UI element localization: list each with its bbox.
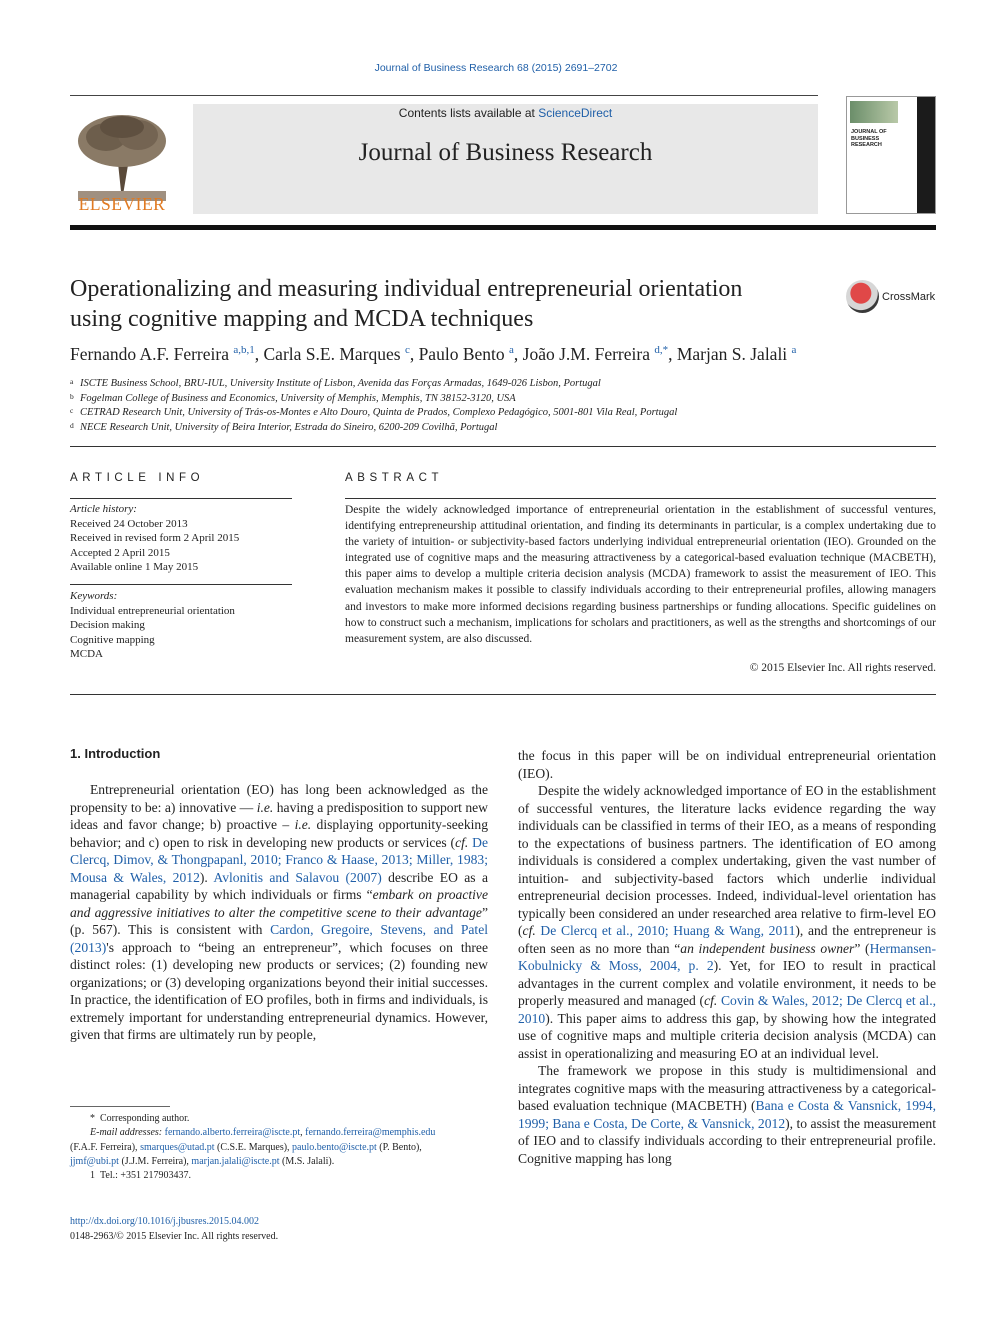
abstract-divider xyxy=(70,694,936,695)
text-run: having a predisposition to support new ideas and favor change; b) proactive – xyxy=(70,799,488,832)
header-thick-rule xyxy=(70,225,936,230)
text-run: an independent business owner xyxy=(680,940,855,956)
text-run: cf. xyxy=(522,923,536,938)
author-affil-link[interactable]: d,* xyxy=(654,344,669,357)
text-run: Despite the widely acknowledged importance of EO in the establishment of successful ventures, the literature lacks evidence regarding the way individuals can be classified in terms of their IEO, as a means of responding to the expectations of business partners. The identification of EO among individuals is considered a complex undertaking, given the vast number of intuition- and subjectivity-based factors which underlie individual entrepreneurial decision processes. Indeed, individual-level orientation has typically been considered an under researched area relative to firm-level EO ( xyxy=(518,783,936,938)
email-note: E-mail addresses: fernando.alberto.ferreira@iscte.pt, fernando.ferreira@memphis.edu xyxy=(90,1127,436,1139)
author-affil-link[interactable]: a,b,1 xyxy=(233,344,255,357)
abstract-label: ABSTRACT xyxy=(345,472,444,484)
text-run: ” ( xyxy=(854,940,870,956)
footnote-text: Tel.: +351 217903437. xyxy=(100,1170,192,1182)
title-line-2: using cognitive mapping and MCDA techniques xyxy=(70,306,534,332)
text-run: i.e. xyxy=(256,799,274,815)
text-run: embark on proactive and aggressive initiatives to alter the competitive scene to their advantage xyxy=(70,887,488,920)
footnote-text: (F.A.F. Ferreira), xyxy=(70,1141,138,1153)
title-line-1: Operationalizing and measuring individual entrepreneurial orientation xyxy=(70,276,743,302)
contents-line xyxy=(193,106,818,120)
cover-image xyxy=(850,101,898,123)
keywords-rule xyxy=(70,584,292,585)
text-run: ), to assist the measurement of IEO and to classify individuals according to their entrepreneurial profile. Cognitive mapping has long xyxy=(518,1115,936,1166)
affiliation-item xyxy=(70,406,936,421)
abstract-rule xyxy=(345,498,936,499)
author-name: Carla S.E. Marques xyxy=(263,344,401,364)
affiliation-text: NECE Research Unit, University of Beira Interior, Estrada do Sineiro, 6200-209 Covilhã, Portugal xyxy=(80,421,498,433)
author-sep: , xyxy=(409,344,419,364)
intro-paragraph-2 xyxy=(518,782,936,1062)
text-run: ), and the entrepreneur is often seen as no more than “ xyxy=(518,923,937,956)
citation-link[interactable]: De Clercq, Dimov, & Thongpapanl, 2010; Franco & Haase, 2013; Miller, 1983; Mousa & Wales, 2012 xyxy=(70,834,489,885)
affiliation-text: CETRAD Research Unit, University of Trás-os-Montes e Alto Douro, Quinta de Prados, Complexo Pedagógico, 5001-801 Vila Real, Portugal xyxy=(80,407,678,419)
affiliations xyxy=(70,377,936,435)
author-sep: , xyxy=(668,344,677,364)
body-column-right xyxy=(518,747,936,1167)
affiliation-text: Fogelman College of Business and Economics, University of Memphis, Memphis, TN 38152-3120, USA xyxy=(80,392,516,404)
elsevier-wordmark: ELSEVIER xyxy=(78,194,166,214)
contents-prefix: Contents lists available at xyxy=(398,106,539,120)
citation-link[interactable]: Hermansen-Kobulnicky & Moss, 2004, p. 2 xyxy=(518,940,936,973)
citation-link[interactable]: Bana e Costa & Vansnick, 1994, 1999; Bana e Costa, De Corte, & Vansnick, 2012 xyxy=(518,1098,936,1131)
text-run: ). xyxy=(199,869,214,885)
intro-paragraph-3 xyxy=(518,1062,936,1167)
email-link[interactable]: marjan.jalali@iscte.pt xyxy=(191,1155,280,1167)
journal-cover-thumbnail[interactable] xyxy=(846,96,936,214)
cover-band xyxy=(917,97,935,213)
crossmark-button[interactable] xyxy=(846,280,938,314)
footnote-text: (P. Bento), xyxy=(379,1141,422,1153)
footnote-text: (J.J.M. Ferreira), xyxy=(121,1155,189,1167)
footnote-rule xyxy=(70,1106,170,1107)
body-column-left xyxy=(70,781,488,1044)
doi-link[interactable]: http://dx.doi.org/10.1016/j.jbusres.2015.04.002 xyxy=(70,1216,259,1227)
accepted-date: Accepted 2 April 2015 xyxy=(70,546,170,559)
crossmark-icon xyxy=(846,280,879,313)
email-link[interactable]: fernando.alberto.ferreira@iscte.pt xyxy=(164,1127,301,1139)
online-date: Available online 1 May 2015 xyxy=(70,561,199,573)
text-run: 's approach to “being an entrepreneur”, which focuses on three distinct roles: (1) developing new products or services; (2) founding new organizations; or (3) developing organizations beyond their initial successes. In practice, the identification of EO profiles, both in firms and individuals, is extremely important for understanding entrepreneurial dynamics. However, given that firms are ultimately run by people, xyxy=(70,939,488,1042)
intro-paragraph-1 xyxy=(70,781,488,1044)
crossmark-label: CrossMark xyxy=(882,291,936,303)
citation-link[interactable]: Covin & Wales, 2012; De Clercq et al., 2010 xyxy=(518,993,936,1026)
keyword-item: Individual entrepreneurial orientation xyxy=(70,604,235,617)
section-heading: 1. Introduction xyxy=(70,746,161,761)
citation-link[interactable]: Avlonitis and Salavou (2007) xyxy=(213,869,382,885)
citation-link[interactable]: De Clercq et al., 2010; Huang & Wang, 2011 xyxy=(535,923,796,938)
author-name: Fernando A.F. Ferreira xyxy=(70,344,229,364)
email-note-cont xyxy=(70,1141,490,1155)
affiliation-mark: c xyxy=(70,406,74,416)
affiliation-item xyxy=(70,377,936,392)
text-run: ” (p. 567). This is consistent with xyxy=(70,904,488,937)
author-affil-link[interactable]: a xyxy=(791,344,797,357)
received-date: Received 24 October 2013 xyxy=(70,517,188,530)
footnote-text: Corresponding author. xyxy=(100,1113,190,1124)
author-list xyxy=(70,344,936,365)
revised-date: Received in revised form 2 April 2015 xyxy=(70,532,240,544)
keyword-item: MCDA xyxy=(70,648,104,660)
author-sep: , xyxy=(254,344,264,364)
abstract-text: Despite the widely acknowledged importance of entrepreneurial orientation in the establishment of successful ventures, identifying entrepreneurship attitudinal orientation, and finding its determinants in particular, is a complex undertaking due to the variety of intuition- or subjectivity-based factors underlying individual entrepreneurial orientation (IEO). Grounded on the integrated use of cognitive maps and the measuring attractiveness by a categorical-based evaluation technique (MACBETH), this paper aims to develop a multiple criteria decision analysis (MCDA) framework to assist the measurement of IEO. This evaluation mechanism makes it possible to classify individuals according to their entrepreneurial profiles, allowing managers and investors to make more informed decisions regarding business partnerships or funding allocations. Specific guidelines on how to construct such a mechanism, implications for scholars and practitioners, as well as the strengths and shortcomings of our measurement system, are also discussed. xyxy=(345,504,936,645)
affiliation-divider xyxy=(70,446,936,447)
text-run: ). Yet, for IEO to result in practical advantages in the current complex and volatile environment, it needs to be properly measured and managed ( xyxy=(518,958,936,1008)
author-name: Marjan S. Jalali xyxy=(676,344,788,364)
cover-title: JOURNAL OF BUSINESS RESEARCH xyxy=(851,129,887,148)
email-link[interactable]: paulo.bento@iscte.pt xyxy=(292,1141,377,1153)
text-run: displaying opportunity-seeking behavior; and c) open to risk in developing new products or services ( xyxy=(70,817,488,850)
history-label: Article history: xyxy=(70,503,137,515)
email-link[interactable]: fernando.ferreira@memphis.edu xyxy=(305,1127,436,1139)
abstract-copyright: © 2015 Elsevier Inc. All rights reserved. xyxy=(749,662,936,674)
text-run: The framework we propose in this study is multidimensional and integrates cognitive maps with the measuring attractiveness by a categorical-based evaluation technique (MACBETH) ( xyxy=(518,1063,936,1113)
footnote-text: (M.S. Jalali). xyxy=(282,1155,335,1167)
header-rule xyxy=(70,95,818,96)
affiliation-mark: b xyxy=(70,391,74,401)
page-footer xyxy=(70,1215,490,1244)
author-sep: , xyxy=(513,344,523,364)
corresponding-author-note: * Corresponding author. xyxy=(90,1113,190,1124)
text-run: describe EO as a managerial capability by which individuals or firms “ xyxy=(70,869,488,902)
affiliation-mark: a xyxy=(70,377,74,386)
keyword-item: Decision making xyxy=(70,619,145,631)
sciencedirect-link[interactable]: ScienceDirect xyxy=(538,106,613,120)
article-info-label: ARTICLE INFO xyxy=(70,472,205,484)
issn-line: 0148-2963/© 2015 Elsevier Inc. All rights reserved. xyxy=(70,1230,279,1242)
author-affil-link[interactable]: a xyxy=(509,344,514,357)
keyword-item: Cognitive mapping xyxy=(70,633,155,646)
email-link[interactable]: smarques@utad.pt xyxy=(140,1141,215,1153)
email-link[interactable]: jjmf@ubi.pt xyxy=(70,1155,119,1167)
text-run: cf. xyxy=(455,834,469,850)
text-run: ). This paper aims to address this gap, by showing how the integrated use of cognitive maps and multiple criteria decision analysis (MCDA) can assist in operationalizing and measuring EO at an individual level. xyxy=(518,1010,936,1061)
text-run: cf. xyxy=(704,993,718,1008)
keywords-label: Keywords: xyxy=(70,590,118,602)
affiliation-mark: d xyxy=(70,420,74,430)
affiliation-text: ISCTE Business School, BRU-IUL, University Institute of Lisbon, Avenida das Forças Armadas, 1649-026 Lisbon, Portugal xyxy=(80,378,601,389)
email-label: E-mail addresses: xyxy=(90,1127,163,1139)
journal-title[interactable]: Journal of Business Research xyxy=(358,139,653,166)
citation-link[interactable]: Cardon, Gregoire, Stevens, and Patel (2013) xyxy=(70,922,489,955)
article-info-rule xyxy=(70,498,292,499)
telephone-note: 1 Tel.: +351 217903437. xyxy=(90,1170,192,1182)
article-history xyxy=(70,502,292,575)
author-name: Paulo Bento xyxy=(418,344,505,364)
text-run: i.e. xyxy=(294,817,312,832)
keywords-block xyxy=(70,589,292,662)
text-run: Entrepreneurial orientation (EO) has long been acknowledged as the propensity to be: a) innovative — xyxy=(70,782,488,815)
affiliation-item xyxy=(70,392,936,407)
footnote-text: (C.S.E. Marques), xyxy=(217,1141,290,1153)
author-name: João J.M. Ferreira xyxy=(522,344,650,364)
article-title xyxy=(70,274,830,334)
email-note-cont xyxy=(70,1155,490,1169)
intro-paragraph-cont: the focus in this paper will be on individual entrepreneurial orientation (IEO). xyxy=(518,748,936,781)
journal-reference[interactable]: Journal of Business Research 68 (2015) 2691–2702 xyxy=(374,62,618,74)
affiliation-item xyxy=(70,421,936,436)
footnotes xyxy=(70,1112,490,1183)
author-affil-link[interactable]: c xyxy=(404,344,410,357)
